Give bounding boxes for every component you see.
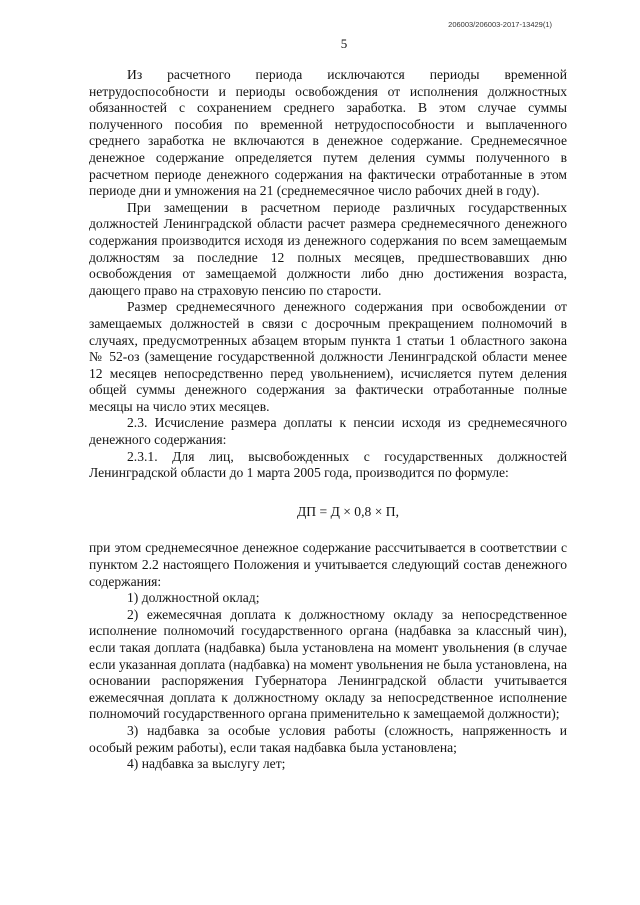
paragraph-section-2-3-1: 2.3.1. Для лиц, высвобожденных с государственных должностей Ленинградской области до 1 марта 2005 года, производится по формуле:: [89, 448, 567, 481]
list-item-3: 3) надбавка за особые условия работы (сложность, напряженность и особый режим работы), если такая надбавка была установлена;: [89, 722, 567, 755]
paragraph-calculation-period: Из расчетного периода исключаются периоды временной нетрудоспособности и периоды освобождения от исполнения должностных обязанностей с сохранением среднего заработка. В этом случае суммы полученного пособия по временной нетрудоспособности и выплаченного среднего заработка не включаются в денежное содержание. Среднемесячное денежное содержание определяется путем деления суммы полученного в расчетном периоде денежного содержания на фактически отработанные в этом периоде дни и умножения на 21 (среднемесячное число рабочих дней в году).: [89, 67, 567, 199]
list-item-2: 2) ежемесячная доплата к должностному окладу за непосредственное исполнение полномочий государственного органа (надбавка за классный чин), если такая доплата (надбавка) была установлена на момент увольнения (в случае если указанная доплата (надбавка) на момент увольнения не была установлена, на основании распоряжения Губернатора Ленинградской области учитывается ежемесячная доплата к должностному окладу за непосредственное исполнение полномочий государственного органа применительно к замещаемой должности);: [89, 606, 568, 722]
paragraph-early-termination: Размер среднемесячного денежного содержания при освобождении от замещаемых должностей в связи с досрочным прекращением полномочий в случаях, предусмотренных абзацем вторым пункта 1 статьи 1 областного закона № 52-оз (замещение государственной должности Ленинградской области менее 12 месяцев непосредственно перед увольнением), исчисляется путем деления общей суммы денежного содержания за фактически отработанные полные месяцы на число этих месяцев.: [89, 299, 567, 414]
list-item-1: 1) должностной оклад;: [127, 590, 260, 606]
paragraph-composition-intro: при этом среднемесячное денежное содержание рассчитывается в соответствии с пунктом 2.2 настоящего Положения и учитывается следующий состав денежного содержания:: [89, 540, 567, 589]
document-body: [89, 67, 567, 773]
formula: ДП = Д × 0,8 × П,: [297, 503, 399, 519]
document-code: 206003/206003-2017-13429(1): [448, 20, 552, 29]
list-item-4: 4) надбавка за выслугу лет;: [127, 756, 286, 772]
page-number: 5: [340, 36, 348, 51]
paragraph-multiple-positions: При замещении в расчетном периоде различных государственных должностей Ленинградской области расчет размера среднемесячного денежного содержания производится исходя из денежного содержания по всем замещаемым должностям за последние 12 полных месяцев, предшествовавших дню освобождения от замещаемой должности либо дню достижения возраста, дающего право на страховую пенсию по старости.: [89, 199, 567, 298]
paragraph-section-2-3: 2.3. Исчисление размера доплаты к пенсии исходя из среднемесячного денежного содержания:: [89, 415, 567, 448]
